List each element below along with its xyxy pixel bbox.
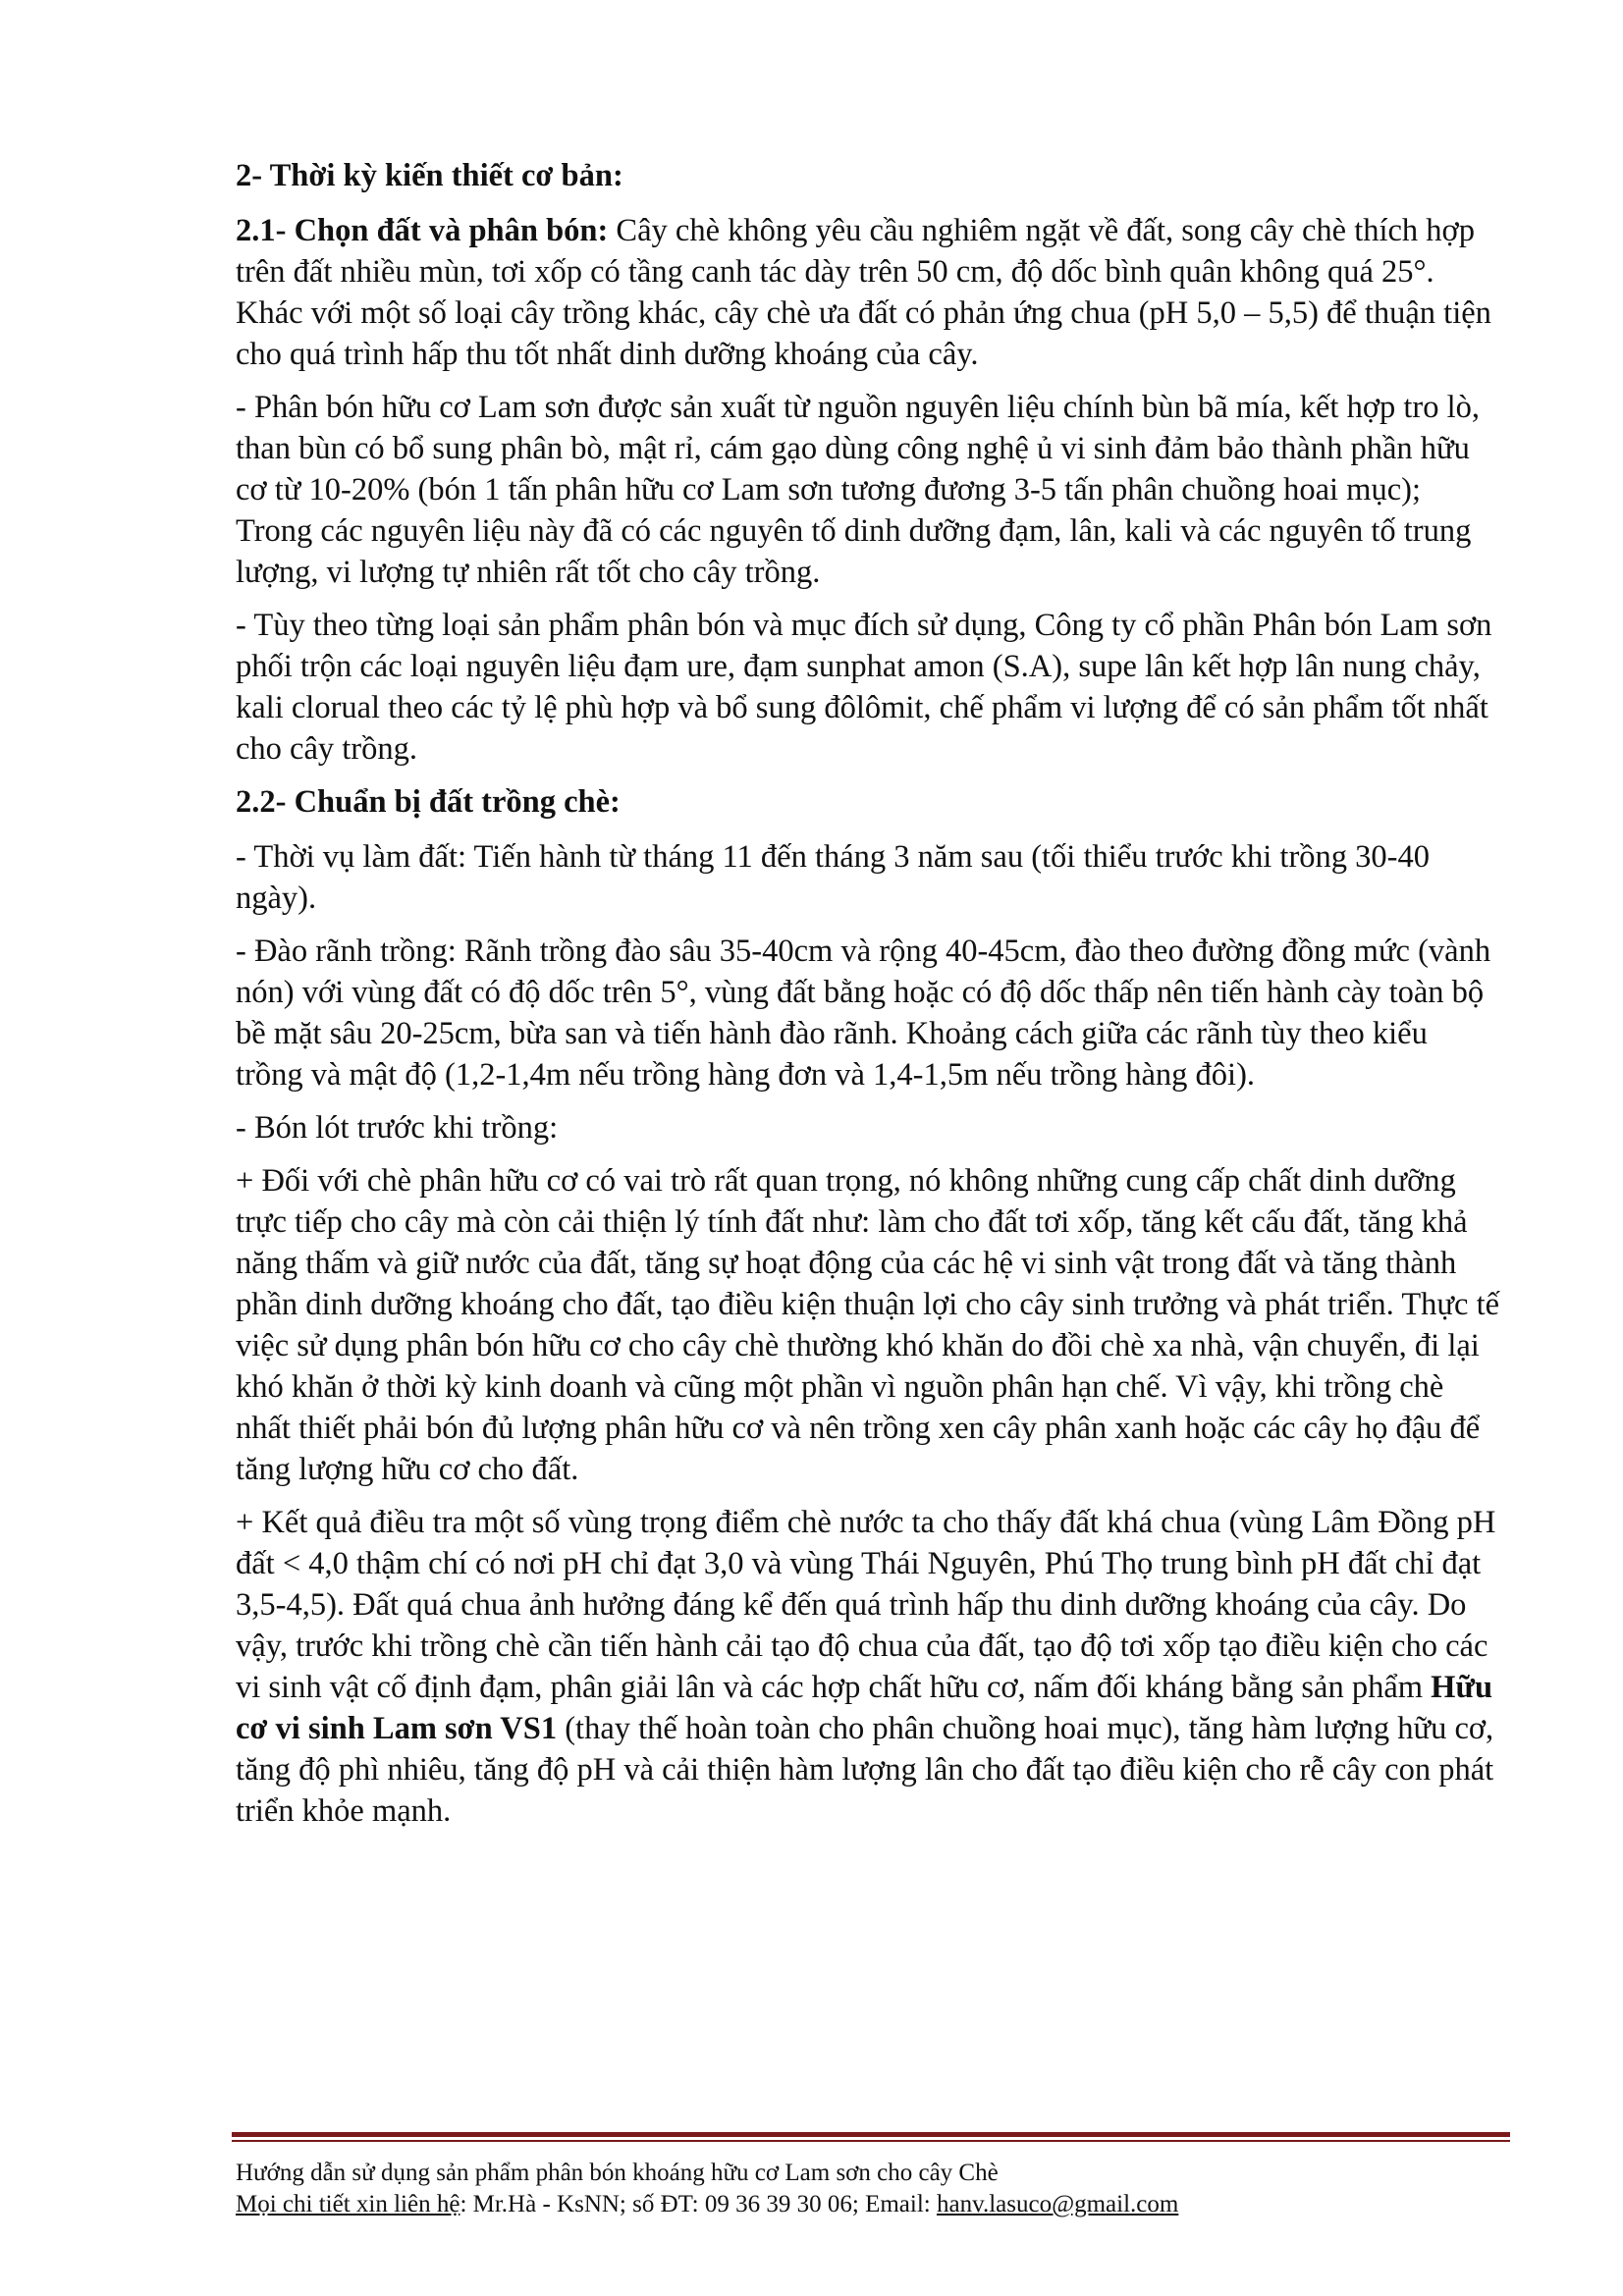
paragraph-2-2-organic-role: + Đối với chè phân hữu cơ có vai trò rất quan trọng, nó không những cung cấp chất dinh dưỡng trực tiếp cho cây mà còn cải thiện lý tính đất như: làm cho đất tơi xốp, tăng kết cấu đất, tăng khả năng thấm và giữ nước của đất, tăng sự hoạt động của các hệ vi sinh vật trong đất và tăng thành phần dinh dưỡng khoáng cho đất, tạo điều kiện thuận lợi cho cây sinh trưởng và phát triển. Thực tế việc sử dụng phân bón hữu cơ cho cây chè thường khó khăn do đồi chè xa nhà, vận chuyển, đi lại khó khăn ở thời kỳ kinh doanh và cũng một phần vì nguồn phân hạn chế. Vì vậy, khi trồng chè nhất thiết phải bón đủ lượng phân hữu cơ và nên trồng xen cây phân xanh hoặc các cây họ đậu để tăng lượng hữu cơ cho đất.: [236, 1163, 1500, 1487]
paragraph-2-1-mixing: - Tùy theo từng loại sản phẩm phân bón và mục đích sử dụng, Công ty cổ phần Phân bón Lam sơn phối trộn các loại nguyên liệu đạm ure, đạm sunphat amon (S.A), supe lân kết hợp lân nung chảy, kali clorual theo các tỷ lệ phù hợp và bổ sung đôlômit, chế phẩm vi lượng để có sản phẩm tốt nhất cho cây trồng.: [236, 608, 1492, 767]
survey-text-end: (thay thế hoàn toàn cho phân chuồng hoai mục), tăng hàm lượng hữu cơ, tăng độ phì nhiêu, tăng độ pH và cải thiện hàm lượng lân cho đất tạo điều kiện cho rễ cây con phát triển khỏe mạnh.: [236, 1711, 1494, 1829]
paragraph-2-1-organic: - Phân bón hữu cơ Lam sơn được sản xuất từ nguồn nguyên liệu chính bùn bã mía, kết hợp tro lò, than bùn có bổ sung phân bò, mật rỉ, cám gạo dùng công nghệ ủ vi sinh đảm bảo thành phần hữu cơ từ 10-20% (bón 1 tấn phân hữu cơ Lam sơn tương đương 3-5 tấn phân chuồng hoai mục); Trong các nguyên liệu này đã có các nguyên tố dinh dưỡng đạm, lân, kali và các nguyên tố trung lượng, vi lượng tự nhiên rất tốt cho cây trồng.: [236, 390, 1481, 590]
footer-contact: [236, 2189, 1502, 2220]
email-link[interactable]: hanv.lasuco@gmail.com: [936, 2191, 1179, 2217]
paragraph-2-1-intro: [236, 210, 1502, 375]
survey-text: + Kết quả điều tra một số vùng trọng điểm chè nước ta cho thấy đất khá chua (vùng Lâm Đồng pH đất < 4,0 thậm chí có nơi pH chỉ đạt 3,0 và vùng Thái Nguyên, Phú Thọ trung bình pH đất chỉ đạt 3,5-4,5). Đất quá chua ảnh hưởng đáng kể đến quá trình hấp thu dinh dưỡng khoáng của cây. Do vậy, trước khi trồng chè cần tiến hành cải tạo độ chua của đất, tạo độ tơi xốp tạo điều kiện cho các vi sinh vật cố định đạm, phân giải lân và các hợp chất hữu cơ, nấm đối kháng bằng sản phẩm: [236, 1505, 1496, 1705]
paragraph-2-2-season: - Thời vụ làm đất: Tiến hành từ tháng 11 đến tháng 3 năm sau (tối thiểu trước khi trồng 30-40 ngày).: [236, 839, 1430, 916]
footer-divider: [232, 2132, 1510, 2137]
document-body: [236, 155, 1502, 1843]
page-footer: [236, 2158, 1502, 2220]
paragraph-2-2-trench: - Đào rãnh trồng: Rãnh trồng đào sâu 35-40cm và rộng 40-45cm, đào theo đường đồng mức (vành nón) với vùng đất có độ dốc trên 5°, vùng đất bằng hoặc có độ dốc thấp nên tiến hành cày toàn bộ bề mặt sâu 20-25cm, bừa san và tiến hành đào rãnh. Khoảng cách giữa các rãnh tùy theo kiểu trồng và mật độ (1,2-1,4m nếu trồng hàng đơn và 1,4-1,5m nếu trồng hàng đôi).: [236, 934, 1491, 1093]
contact-label: Mọi chi tiết xin liên hệ: [236, 2191, 460, 2217]
section-title: 2- Thời kỳ kiến thiết cơ bản:: [236, 158, 623, 193]
heading-2-1: 2.1- Chọn đất và phân bón:: [236, 213, 609, 248]
paragraph-2-2-basal: - Bón lót trước khi trồng:: [236, 1110, 559, 1146]
heading-2-2: 2.2- Chuẩn bị đất trồng chè:: [236, 784, 621, 820]
footer-title: Hướng dẫn sử dụng sản phẩm phân bón khoáng hữu cơ Lam sơn cho cây Chè: [236, 2160, 999, 2186]
contact-info: : Mr.Hà - KsNN; số ĐT: 09 36 39 30 06; Email:: [460, 2191, 937, 2217]
footer-divider-thin: [232, 2140, 1510, 2142]
paragraph-2-1-text: Cây chè không yêu cầu nghiêm ngặt về đất, song cây chè thích hợp trên đất nhiều mùn, tơi xốp có tầng canh tác dày trên 50 cm, độ dốc bình quân không quá 25°. Khác với một số loại cây trồng khác, cây chè ưa đất có phản ứng chua (pH 5,0 – 5,5) để thuận tiện cho quá trình hấp thu tốt nhất dinh dưỡng khoáng của cây.: [236, 213, 1491, 372]
paragraph-2-2-survey: [236, 1502, 1502, 1832]
product-name: Hữu cơ vi sinh Lam sơn VS1: [236, 1670, 1493, 1746]
